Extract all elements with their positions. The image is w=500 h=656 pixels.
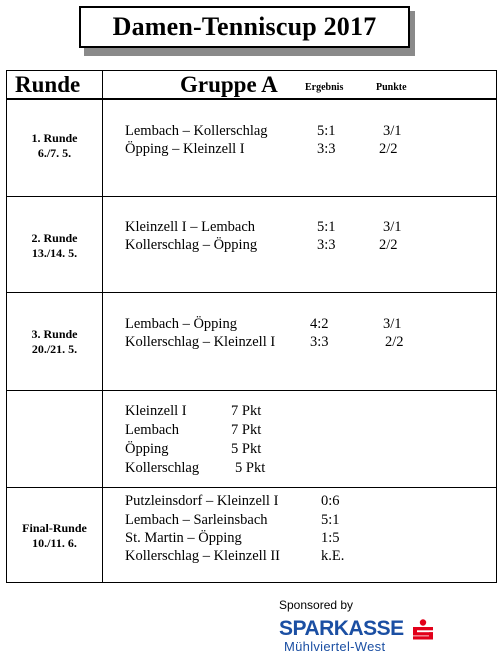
match-row: Kollerschlag – Öpping bbox=[125, 237, 258, 253]
sponsored-by-text: Sponsored by bbox=[279, 598, 354, 612]
match-points: 3/1 bbox=[383, 219, 402, 235]
row-divider bbox=[7, 390, 496, 391]
round-1-date: 6./7. 5. bbox=[37, 146, 72, 160]
match-result: 3:3 bbox=[317, 141, 336, 157]
final-match-row: Putzleinsdorf – Kleinzell I bbox=[125, 493, 279, 509]
row-divider bbox=[7, 292, 496, 293]
final-match-result: 0:6 bbox=[321, 493, 340, 509]
match-points: 2/2 bbox=[379, 141, 398, 157]
header-punkte: Punkte bbox=[376, 82, 407, 93]
round-3-label bbox=[7, 327, 102, 357]
round-3-date: 20./21. 5. bbox=[31, 342, 78, 356]
match-row: Lembach – Öpping bbox=[125, 316, 237, 332]
final-match-row: Lembach – Sarleinsbach bbox=[125, 512, 268, 528]
standings-points: 5 Pkt bbox=[231, 441, 262, 457]
results-table bbox=[6, 70, 497, 583]
match-points: 3/1 bbox=[383, 316, 402, 332]
header-runde: Runde bbox=[15, 72, 81, 97]
final-round-date: 10./11. 6. bbox=[32, 536, 77, 550]
standings-team: Öpping bbox=[125, 441, 169, 457]
header-ergebnis: Ergebnis bbox=[305, 82, 344, 93]
final-match-row: Kollerschlag – Kleinzell II bbox=[125, 548, 281, 564]
final-match-result: 5:1 bbox=[321, 512, 340, 528]
standings-points: 7 Pkt bbox=[231, 422, 262, 438]
match-row: Öpping – Kleinzell I bbox=[125, 141, 245, 157]
round-1-name: 1. Runde bbox=[31, 131, 78, 145]
match-points: 2/2 bbox=[385, 334, 404, 350]
round-2-name: 2. Runde bbox=[31, 231, 78, 245]
match-row: Kollerschlag – Kleinzell I bbox=[125, 334, 276, 350]
standings-team: Kollerschlag bbox=[125, 460, 200, 476]
final-match-row: St. Martin – Öpping bbox=[125, 530, 242, 546]
round-1-label bbox=[7, 131, 102, 161]
sparkasse-region: Mühlviertel-West bbox=[284, 639, 386, 654]
standings-points: 5 Pkt bbox=[235, 460, 266, 476]
final-match-result: 1:5 bbox=[321, 530, 340, 546]
match-result: 5:1 bbox=[317, 219, 336, 235]
standings-points: 7 Pkt bbox=[231, 403, 262, 419]
match-points: 2/2 bbox=[379, 237, 398, 253]
sparkasse-s-icon bbox=[412, 618, 434, 640]
match-row: Kleinzell I – Lembach bbox=[125, 219, 256, 235]
round-3-name: 3. Runde bbox=[31, 327, 78, 341]
match-result: 3:3 bbox=[310, 334, 329, 350]
match-result: 5:1 bbox=[317, 123, 336, 139]
match-result: 3:3 bbox=[317, 237, 336, 253]
round-2-date: 13./14. 5. bbox=[31, 246, 78, 260]
final-match-result: k.E. bbox=[321, 548, 345, 564]
round-2-label bbox=[7, 231, 102, 261]
sparkasse-logo-text: SPARKASSE bbox=[279, 617, 404, 640]
match-points: 3/1 bbox=[383, 123, 402, 139]
row-divider bbox=[7, 196, 496, 197]
match-result: 4:2 bbox=[310, 316, 329, 332]
match-row: Lembach – Kollerschlag bbox=[125, 123, 268, 139]
standings-team: Kleinzell I bbox=[125, 403, 187, 419]
title-box bbox=[79, 6, 410, 48]
final-round-label bbox=[7, 521, 102, 551]
header-gruppe: Gruppe A bbox=[180, 72, 278, 97]
column-divider bbox=[102, 71, 103, 582]
standings-team: Lembach bbox=[125, 422, 179, 438]
row-divider bbox=[7, 487, 496, 488]
page-title: Damen-Tenniscup 2017 bbox=[112, 12, 377, 41]
final-round-name: Final-Runde bbox=[22, 521, 87, 535]
